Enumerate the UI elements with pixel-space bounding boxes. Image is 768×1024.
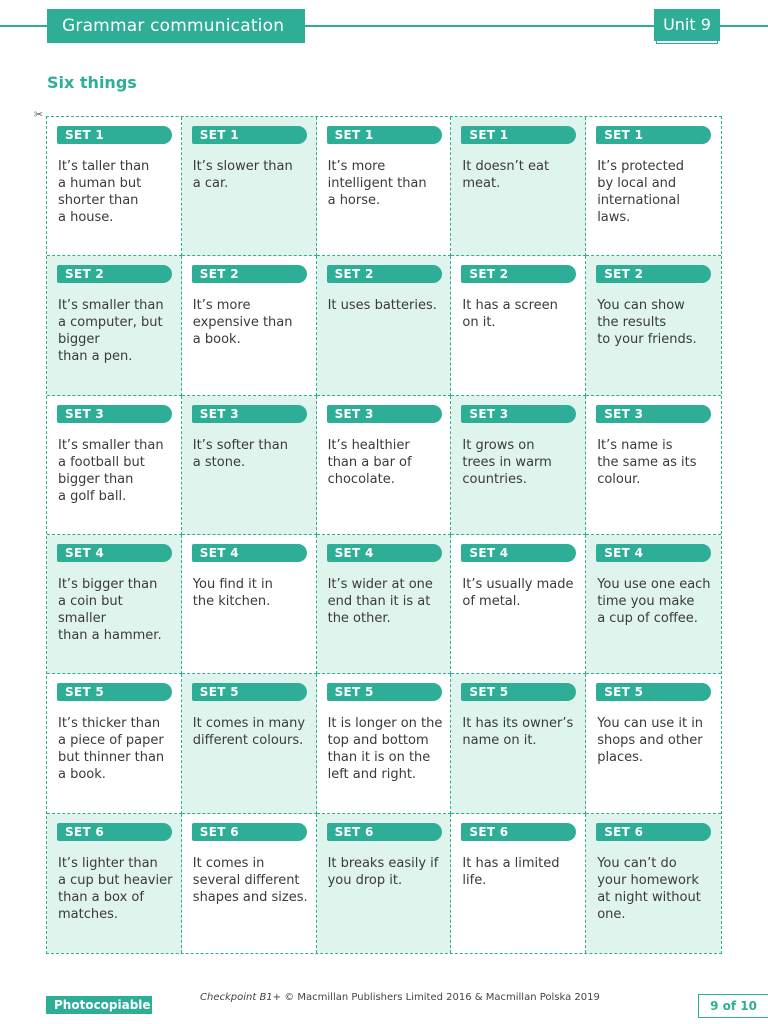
card-text: It’s lighter than a cup but heavier than a box of matches.: [58, 855, 173, 922]
card: [451, 256, 586, 395]
set-label: SET 4: [57, 544, 172, 562]
card: [182, 117, 317, 256]
card-text: It’s usually made of metal.: [462, 576, 574, 609]
set-label: SET 6: [327, 823, 442, 841]
card: [182, 674, 317, 813]
card-text: You can show the results to your friends.: [597, 298, 697, 348]
card-text: It’s more expensive than a book.: [192, 298, 293, 348]
card-text: It is longer on the top and bottom than it is on the left and right.: [327, 716, 443, 783]
unit-badge: Unit 9: [654, 9, 720, 41]
set-label: SET 6: [192, 823, 307, 841]
set-label: SET 4: [596, 544, 711, 562]
set-label: SET 5: [327, 683, 442, 701]
card: [317, 674, 452, 813]
card-text: It uses batteries.: [327, 298, 437, 314]
card-text: It breaks easily if you drop it.: [327, 855, 439, 888]
card-text: You use one each time you make a cup of coffee.: [597, 576, 711, 626]
card: [586, 396, 721, 535]
card-text: It comes in many different colours.: [192, 716, 306, 749]
page-title: Grammar communication: [47, 9, 305, 43]
card: [182, 535, 317, 674]
set-label: SET 5: [461, 683, 576, 701]
card: [586, 674, 721, 813]
card-text: It’s taller than a human but shorter than a house.: [58, 159, 150, 225]
set-label: SET 4: [192, 544, 307, 562]
photocopiable-badge: Photocopiable: [46, 996, 152, 1014]
card-text: It’s smaller than a football but bigger than a golf ball.: [58, 437, 164, 504]
set-label: SET 3: [327, 405, 442, 423]
set-label: SET 2: [192, 265, 307, 283]
card: [317, 396, 452, 535]
set-label: SET 1: [57, 126, 172, 144]
set-label: SET 2: [57, 265, 172, 283]
set-label: SET 5: [596, 683, 711, 701]
set-label: SET 5: [192, 683, 307, 701]
card: [451, 535, 586, 674]
card-text: You can use it in shops and other places.: [597, 716, 704, 766]
card-text: It’s more intelligent than a horse.: [327, 159, 427, 208]
set-label: SET 3: [461, 405, 576, 423]
set-label: SET 3: [57, 405, 172, 423]
card: [317, 256, 452, 395]
card: [47, 117, 182, 256]
set-label: SET 4: [461, 544, 576, 562]
set-label: SET 3: [596, 405, 711, 423]
card-text: It’s slower than a car.: [192, 159, 293, 191]
card-text: It has a screen on it.: [462, 298, 558, 331]
card: [47, 674, 182, 813]
scissors-icon: ✂: [34, 108, 44, 121]
card-text: You find it in the kitchen.: [192, 576, 273, 609]
card: [182, 256, 317, 395]
card-text: It comes in several different shapes and sizes.: [192, 855, 308, 905]
set-label: SET 1: [596, 126, 711, 144]
card: [451, 814, 586, 953]
set-label: SET 5: [57, 683, 172, 701]
set-label: SET 2: [461, 265, 576, 283]
set-label: SET 1: [327, 126, 442, 144]
set-label: SET 6: [57, 823, 172, 841]
set-label: SET 2: [596, 265, 711, 283]
card-text: It’s smaller than a computer, but bigger than a pen.: [58, 298, 164, 365]
card-text: It’s name is the same as its colour.: [597, 437, 697, 487]
card: [451, 674, 586, 813]
set-label: SET 1: [192, 126, 307, 144]
card: [451, 117, 586, 256]
section-title: Six things: [47, 73, 137, 92]
card: [317, 117, 452, 256]
card-grid: [46, 116, 722, 954]
set-label: SET 4: [327, 544, 442, 562]
card: [47, 256, 182, 395]
card: [586, 814, 721, 953]
card: [182, 814, 317, 953]
card: [586, 535, 721, 674]
card: [47, 814, 182, 953]
card: [182, 396, 317, 535]
card: [317, 814, 452, 953]
book-title: Checkpoint B1+: [200, 992, 282, 1003]
card: [317, 535, 452, 674]
card-text: It’s softer than a stone.: [192, 437, 288, 470]
page-number: 9 of 10: [698, 994, 768, 1018]
card: [47, 535, 182, 674]
card: [47, 396, 182, 535]
card-text: It has a limited life.: [462, 855, 560, 888]
card-text: It has its owner’s name on it.: [462, 716, 574, 749]
card-text: It’s protected by local and international laws.: [597, 159, 685, 225]
card-text: It’s healthier than a bar of chocolate.: [327, 437, 412, 487]
set-label: SET 1: [461, 126, 576, 144]
copyright-text: © Macmillan Publishers Limited 2016 & Macmillan Polska 2019: [281, 992, 600, 1003]
card-text: It’s bigger than a coin but smaller than a hammer.: [58, 576, 162, 643]
card: [586, 256, 721, 395]
card-text: It’s thicker than a piece of paper but thinner than a book.: [58, 716, 165, 783]
copyright-notice: [200, 992, 600, 1003]
card-text: It grows on trees in warm countries.: [462, 437, 552, 487]
set-label: SET 6: [461, 823, 576, 841]
card-text: It doesn’t eat meat.: [462, 159, 550, 191]
set-label: SET 3: [192, 405, 307, 423]
card-text: It’s wider at one end than it is at the other.: [327, 576, 433, 626]
card-text: You can’t do your homework at night without one.: [597, 855, 701, 922]
card: [451, 396, 586, 535]
set-label: SET 6: [596, 823, 711, 841]
set-label: SET 2: [327, 265, 442, 283]
card: [586, 117, 721, 256]
